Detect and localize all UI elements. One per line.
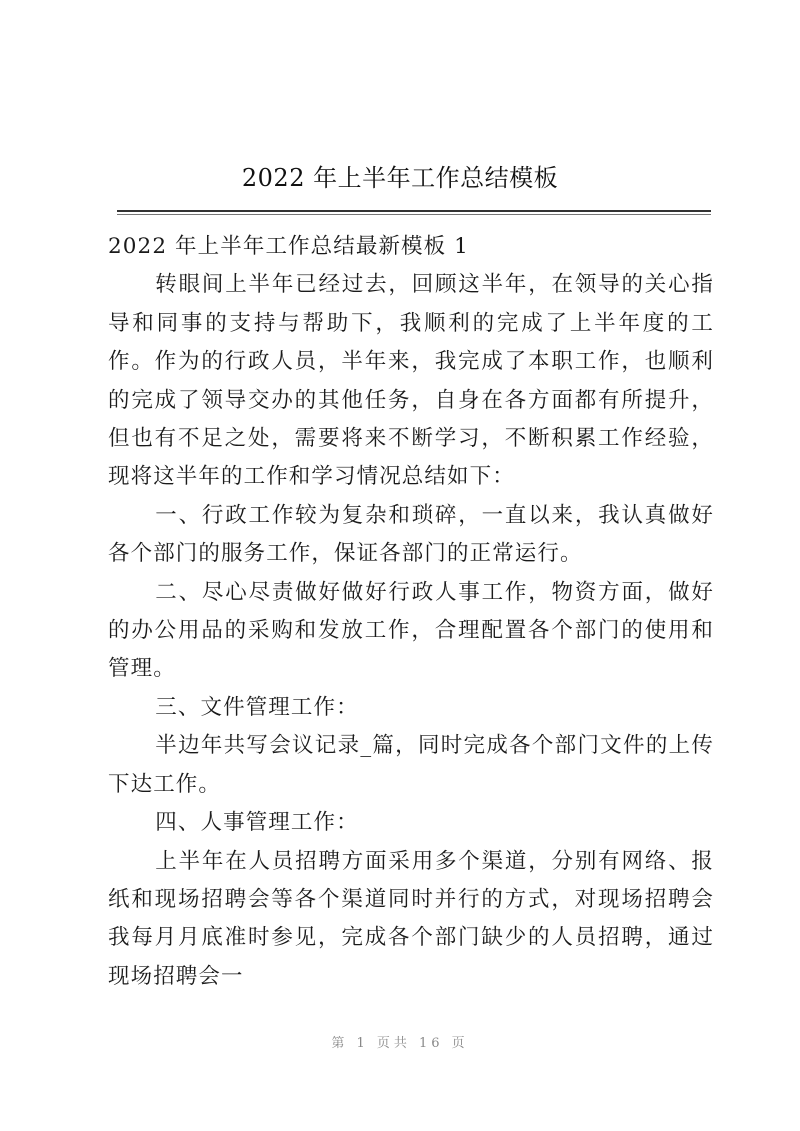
paragraph-item-3-heading: 三、文件管理工作： xyxy=(155,694,359,720)
paragraph-item-3-body: 半边年共写会议记录_篇，同时完成各个部门文件的上传下达工作。 xyxy=(108,733,714,797)
paragraph-item-1: 一、行政工作较为复杂和琐碎，一直以来，我认真做好各个部门的服务工作，保证各部门的正常运行。 xyxy=(108,502,714,567)
title-divider-thin xyxy=(117,214,711,215)
paragraph-item-2: 二、尽心尽责做好做好行政人事工作，物资方面，做好的办公用品的采购和发放工作，合理配置各个部门的使用和管理。 xyxy=(108,579,714,682)
page-number-footer: 第 1 页共 16 页 xyxy=(331,1036,469,1051)
title-divider xyxy=(117,210,711,212)
paragraph-subtitle: 2022 年上半年工作总结最新模板 1 xyxy=(108,234,469,259)
paragraph-item-4-body: 上半年在人员招聘方面采用多个渠道，分别有网络、报纸和现场招聘会等各个渠道同时并行的方式，对现场招聘会我每月月底准时参见，完成各个部门缺少的人员招聘，通过现场招聘会一 xyxy=(108,848,714,989)
document-title: 2022 年上半年工作总结模板 xyxy=(241,164,559,192)
document-body xyxy=(108,228,714,996)
paragraph-item-4-heading: 四、人事管理工作： xyxy=(155,810,359,836)
paragraph-intro: 转眼间上半年已经过去，回顾这半年，在领导的关心指导和同事的支持与帮助下，我顺利的完成了上半年度的工作。作为的行政人员，半年来，我完成了本职工作，也顺利的完成了领导交办的其他任务，自身在各方面都有所提升，但也有不足之处，需要将来不断学习，不断积累工作经验，现将这半年的工作和学习情况总结如下： xyxy=(108,272,714,490)
